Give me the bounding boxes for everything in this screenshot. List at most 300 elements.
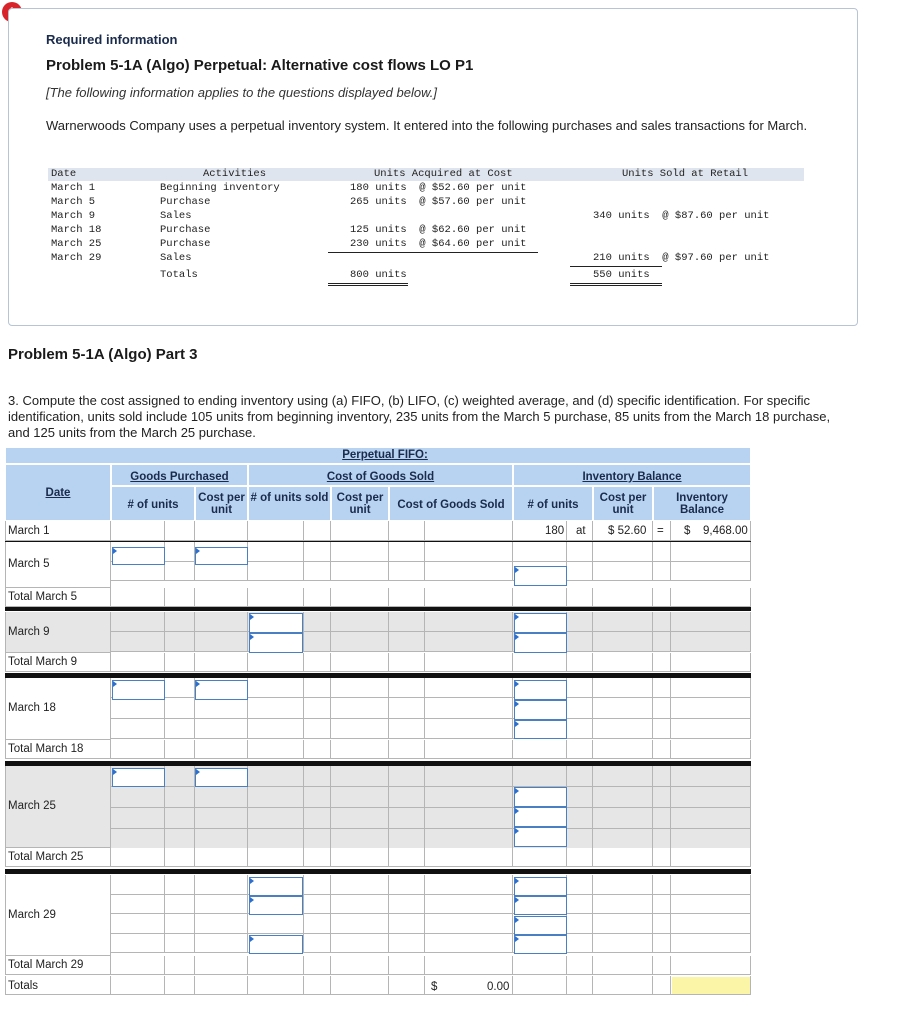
row-acquired: 180 units @ $52.60 per unit xyxy=(350,182,527,194)
mar18-cell xyxy=(389,698,425,718)
ib-units-input[interactable] xyxy=(514,633,567,653)
mar29-cell xyxy=(671,895,751,915)
row-label: March 5 xyxy=(8,558,50,570)
mar29-cell xyxy=(389,875,425,895)
tot5-cell xyxy=(653,588,671,607)
mar29-cell xyxy=(195,895,248,915)
mar5-cell xyxy=(567,542,593,562)
mar25-cell xyxy=(513,766,567,787)
tot29-cell xyxy=(165,956,195,975)
mar25-cell xyxy=(653,808,671,829)
mar29-cell xyxy=(304,914,331,934)
mar25-cell xyxy=(331,829,389,850)
totals-label: Totals xyxy=(160,269,198,281)
mar18-cell xyxy=(671,719,751,739)
mar25-cell xyxy=(567,808,593,829)
mar5-cell xyxy=(389,562,425,582)
mar25-cell xyxy=(331,766,389,787)
mar29-cell xyxy=(653,914,671,934)
gp-cost-input[interactable] xyxy=(195,547,248,565)
row-label: March 1 xyxy=(8,525,50,537)
mar5-cell xyxy=(389,542,425,562)
mar29-cell xyxy=(567,895,593,915)
mar29-cell xyxy=(304,934,331,954)
mar5-cell xyxy=(513,542,567,562)
date-header-label: Date xyxy=(45,487,71,499)
row-date: March 18 xyxy=(51,224,102,236)
row-activity: Beginning inventory xyxy=(160,182,280,194)
mar29-cell xyxy=(304,895,331,915)
mar25-cell xyxy=(304,787,331,808)
row-date: March 9 xyxy=(51,210,96,222)
mar1-cell xyxy=(195,521,248,541)
mar29-cell xyxy=(593,875,653,895)
mar9-cell xyxy=(389,632,425,652)
mar18-cell xyxy=(425,698,513,718)
total-row-label: Total March 25 xyxy=(8,851,84,863)
mar18-cell xyxy=(248,698,304,718)
mar29-cell xyxy=(331,934,389,954)
at-label: at xyxy=(576,525,586,537)
total-acquired: 800 units xyxy=(350,269,407,281)
mar18-cell xyxy=(425,719,513,739)
mar29-cell xyxy=(567,914,593,934)
tot9-cell xyxy=(304,653,331,672)
mar25-cell xyxy=(248,787,304,808)
row-label: March 18 xyxy=(8,702,56,714)
mar25-cell xyxy=(671,787,751,808)
tot29-cell xyxy=(331,956,389,975)
mar5-cell xyxy=(425,562,513,582)
mar25-cell xyxy=(389,766,425,787)
mar29-cell xyxy=(671,934,751,954)
tot29-cell xyxy=(389,956,425,975)
ib-units-input[interactable] xyxy=(514,896,567,915)
gp-units-label: # of units xyxy=(127,499,179,511)
tot5-cell xyxy=(248,588,304,607)
mar5-cell xyxy=(653,562,671,582)
mar29-cell xyxy=(165,875,195,895)
mar1-cell xyxy=(331,521,389,541)
mar18-cell xyxy=(389,719,425,739)
goods-purchased-label: Goods Purchased xyxy=(130,471,229,483)
row-activity: Purchase xyxy=(160,224,211,236)
ib-units-input[interactable] xyxy=(514,916,567,935)
tot18-cell xyxy=(195,740,248,759)
tot5-cell xyxy=(165,588,195,607)
tot5-cell xyxy=(671,588,751,607)
mar9-cell xyxy=(331,632,389,652)
tot18-cell xyxy=(513,740,567,759)
double-underline xyxy=(570,283,662,284)
tot9-cell xyxy=(513,653,567,672)
totals-row-label: Totals xyxy=(8,980,39,992)
mar18-cell xyxy=(331,698,389,718)
mar18-cell xyxy=(425,678,513,698)
totals-cell xyxy=(304,976,331,995)
mar25-cell xyxy=(425,808,513,829)
totals-cell xyxy=(165,976,195,995)
mar25-cell xyxy=(331,808,389,829)
mar29-cell xyxy=(593,914,653,934)
row-date: March 29 xyxy=(51,252,102,264)
totals-cell xyxy=(248,976,304,995)
mar29-cell xyxy=(195,875,248,895)
dollar-sign: $ xyxy=(431,981,438,993)
mar25-cell xyxy=(593,766,653,787)
mar29-cell xyxy=(331,914,389,934)
mar18-cell xyxy=(111,719,165,739)
mar9-cell xyxy=(389,612,425,632)
totals-cell xyxy=(195,976,248,995)
mar9-cell xyxy=(671,612,751,632)
tot29-cell xyxy=(653,956,671,975)
part-title: Problem 5-1A (Algo) Part 3 xyxy=(8,346,198,363)
mar18-cell xyxy=(165,719,195,739)
tot25-cell xyxy=(195,848,248,867)
tot5-cell xyxy=(331,588,389,607)
mar29-cell xyxy=(567,934,593,954)
fifo-title: Perpetual FIFO: xyxy=(342,449,428,461)
tot9-cell xyxy=(425,653,513,672)
mar9-cell xyxy=(195,612,248,632)
total-row-label: Total March 29 xyxy=(8,959,84,971)
mar25-cell xyxy=(165,829,195,850)
mar29-cell xyxy=(195,914,248,934)
cogs-units-label: # of units sold xyxy=(250,492,329,504)
gp-cost-input[interactable] xyxy=(195,680,248,700)
mar25-cell xyxy=(248,808,304,829)
mar5-cell xyxy=(671,562,751,582)
mar18-cell xyxy=(304,678,331,698)
tot29-cell xyxy=(567,956,593,975)
tot18-cell xyxy=(567,740,593,759)
mar25-cell xyxy=(389,787,425,808)
totals-cell xyxy=(653,976,671,995)
mar5-cell xyxy=(593,542,653,562)
tot25-cell xyxy=(331,848,389,867)
tot25-cell xyxy=(248,848,304,867)
mar18-cell xyxy=(593,698,653,718)
row-activity: Purchase xyxy=(160,196,211,208)
row-label: March 9 xyxy=(8,625,50,638)
tot25-cell xyxy=(653,848,671,867)
total-row-label: Total March 9 xyxy=(8,656,78,668)
tot5-cell xyxy=(304,588,331,607)
mar25-cell xyxy=(165,787,195,808)
problem-title: Problem 5-1A (Algo) Perpetual: Alternative cost flows LO P1 xyxy=(46,57,474,74)
tot25-cell xyxy=(111,848,165,867)
tot9-cell xyxy=(111,653,165,672)
tot25-cell xyxy=(389,848,425,867)
total-cogs-value: 0.00 xyxy=(487,981,510,993)
tot9-cell xyxy=(165,653,195,672)
mar9-cell xyxy=(111,632,165,652)
totals-cell xyxy=(593,976,653,995)
mar29-cell xyxy=(111,875,165,895)
mar5-cell xyxy=(567,562,593,582)
total-row-label: Total March 5 xyxy=(8,591,78,603)
tot9-cell xyxy=(671,653,751,672)
mar29-cell xyxy=(248,914,304,934)
mar25-cell xyxy=(111,829,165,850)
mar25-cell xyxy=(425,787,513,808)
mar29-cell xyxy=(653,934,671,954)
mar25-cell xyxy=(653,766,671,787)
col-date-header: Date xyxy=(51,168,77,180)
ib-units-input[interactable] xyxy=(514,827,567,847)
mar9-cell xyxy=(567,612,593,632)
row-acquired: 265 units @ $57.60 per unit xyxy=(350,196,527,208)
ib-units-label: # of units xyxy=(527,499,579,511)
mar25-cell xyxy=(111,787,165,808)
mar25-cell xyxy=(389,829,425,850)
required-info-panel xyxy=(8,8,858,326)
mar9-cell xyxy=(671,632,751,652)
tot18-cell xyxy=(425,740,513,759)
mar29-cell xyxy=(165,914,195,934)
mar25-cell xyxy=(671,808,751,829)
mar25-cell xyxy=(304,829,331,850)
tot25-cell xyxy=(513,848,567,867)
mar5-cell xyxy=(331,542,389,562)
totals-cell xyxy=(567,976,593,995)
cogs-total-label: Cost of Goods Sold xyxy=(397,499,505,511)
cogs-units-input[interactable] xyxy=(249,633,303,653)
mar18-cell xyxy=(248,719,304,739)
tot29-cell xyxy=(304,956,331,975)
tot5-cell xyxy=(425,588,513,607)
row-label: March 29 xyxy=(8,908,56,921)
tot25-cell xyxy=(593,848,653,867)
ib-units-input[interactable] xyxy=(514,787,567,807)
mar18-cell xyxy=(331,678,389,698)
mar18-cell xyxy=(165,698,195,718)
mar18-cell xyxy=(111,698,165,718)
mar18-cell xyxy=(304,719,331,739)
mar25-cell xyxy=(195,808,248,829)
mar18-cell xyxy=(671,678,751,698)
tot18-cell xyxy=(165,740,195,759)
double-underline xyxy=(328,285,408,286)
mar9-cell xyxy=(593,632,653,652)
mar5-cell xyxy=(653,542,671,562)
mar9-cell xyxy=(567,632,593,652)
underline xyxy=(328,252,538,253)
tot9-cell xyxy=(331,653,389,672)
mar18-cell xyxy=(567,719,593,739)
tot25-cell xyxy=(567,848,593,867)
mar1-cell xyxy=(111,521,165,541)
mar29-cell xyxy=(165,934,195,954)
mar25-cell xyxy=(165,766,195,787)
mar9-cell xyxy=(195,632,248,652)
mar29-cell xyxy=(567,875,593,895)
tot18-cell xyxy=(111,740,165,759)
mar18-cell xyxy=(165,678,195,698)
ib-units-input[interactable] xyxy=(514,720,567,739)
mar25-cell xyxy=(671,766,751,787)
row-activity: Sales xyxy=(160,210,192,222)
mar5-cell xyxy=(593,562,653,582)
mar9-cell xyxy=(165,612,195,632)
question-text: 3. Compute the cost assigned to ending inventory using (a) FIFO, (b) LIFO, (c) weighted average, and (d) specific identification. For specific identification, units sold include 105 units from beginning inventory, 235 units from the March 5 purchase, 85 units from the March 18 purchase, and 125 units from the March 25 purchase. xyxy=(8,393,831,440)
gp-units-input[interactable] xyxy=(112,547,165,565)
mar18-cell xyxy=(304,698,331,718)
mar25-cell xyxy=(425,766,513,787)
mar25-cell xyxy=(593,787,653,808)
mar5-cell xyxy=(304,542,331,562)
tot5-cell xyxy=(593,588,653,607)
mar29-cell xyxy=(425,895,513,915)
row-acquired: 125 units @ $62.60 per unit xyxy=(350,224,527,236)
mar29-cell xyxy=(389,934,425,954)
tot18-cell xyxy=(248,740,304,759)
mar5-cell xyxy=(165,542,195,562)
mar5-cell xyxy=(248,542,304,562)
mar29-cell xyxy=(331,875,389,895)
tot5-cell xyxy=(111,588,165,607)
tot9-cell xyxy=(593,653,653,672)
tot18-cell xyxy=(671,740,751,759)
cogs-label: Cost of Goods Sold xyxy=(326,471,435,483)
ib-balance-label: Inventory Balance xyxy=(676,492,728,516)
mar29-cell xyxy=(653,895,671,915)
mar29-cell xyxy=(165,895,195,915)
tot25-cell xyxy=(425,848,513,867)
gp-units-input[interactable] xyxy=(112,680,165,700)
row-activity: Purchase xyxy=(160,238,211,250)
mar25-cell xyxy=(331,787,389,808)
col-activities-header: Activities xyxy=(203,168,267,180)
mar18-cell xyxy=(195,698,248,718)
cogs-units-input[interactable] xyxy=(249,613,303,633)
cogs-units-input[interactable] xyxy=(249,935,303,954)
mar25-cell xyxy=(593,829,653,850)
mar25-cell xyxy=(653,829,671,850)
mar29-cell xyxy=(111,895,165,915)
mar29-cell xyxy=(671,914,751,934)
mar18-cell xyxy=(593,719,653,739)
tot18-cell xyxy=(304,740,331,759)
mar29-cell xyxy=(425,934,513,954)
mar29-cell xyxy=(593,895,653,915)
totals-cell xyxy=(389,976,425,995)
mar5-cell xyxy=(248,562,304,582)
tot29-cell xyxy=(593,956,653,975)
mar5-cell xyxy=(165,562,195,582)
mar5-cell xyxy=(304,562,331,582)
cogs-units-input[interactable] xyxy=(249,877,303,896)
mar18-cell xyxy=(653,678,671,698)
mar5-cell xyxy=(671,542,751,562)
mar18-cell xyxy=(671,698,751,718)
ib-units-input[interactable] xyxy=(514,807,567,827)
gp-cost-input[interactable] xyxy=(195,768,248,787)
mar9-cell xyxy=(165,632,195,652)
ib-units-input[interactable] xyxy=(514,566,567,586)
totals-cell xyxy=(331,976,389,995)
gp-units-input[interactable] xyxy=(112,768,165,787)
mar9-cell xyxy=(331,612,389,632)
mar18-cell xyxy=(248,678,304,698)
cogs-units-input[interactable] xyxy=(249,896,303,915)
inv-balance-label: Inventory Balance xyxy=(582,471,682,483)
mar25-cell xyxy=(195,829,248,850)
mar29-cell xyxy=(671,875,751,895)
col-sold-header: Units Sold at Retail xyxy=(622,168,749,180)
mar25-cell xyxy=(165,808,195,829)
problem-intro: Warnerwoods Company uses a perpetual inventory system. It entered into the following purchases and sales transactions for March. xyxy=(46,118,808,133)
row-label: March 25 xyxy=(8,800,56,812)
mar29-cell xyxy=(195,934,248,954)
gp-cost-label: Cost per unit xyxy=(198,492,245,516)
tot29-cell xyxy=(425,956,513,975)
tot18-cell xyxy=(389,740,425,759)
mar29-cell xyxy=(593,934,653,954)
tot18-cell xyxy=(653,740,671,759)
tot25-cell xyxy=(304,848,331,867)
row-date: March 1 xyxy=(51,182,96,194)
mar9-cell xyxy=(304,612,331,632)
mar25-cell xyxy=(304,808,331,829)
mar9-cell xyxy=(425,612,513,632)
tot5-cell xyxy=(389,588,425,607)
row-sold: 210 units @ $97.60 per unit xyxy=(593,252,770,264)
ib-cost-label: Cost per unit xyxy=(599,492,647,516)
problem-note: [The following information applies to the questions displayed below.] xyxy=(46,85,437,100)
mar25-cell xyxy=(248,766,304,787)
total-row-label: Total March 18 xyxy=(8,743,84,755)
mar29-cell xyxy=(389,914,425,934)
row-acquired: 230 units @ $64.60 per unit xyxy=(350,238,527,250)
tot29-cell xyxy=(248,956,304,975)
mar25-cell xyxy=(195,787,248,808)
mar1-cell xyxy=(389,521,425,541)
row-sold: 340 units @ $87.60 per unit xyxy=(593,210,770,222)
mar18-cell xyxy=(653,698,671,718)
tot18-cell xyxy=(593,740,653,759)
totals-cell xyxy=(513,976,567,995)
tot25-cell xyxy=(671,848,751,867)
tot29-cell xyxy=(513,956,567,975)
mar29-cell xyxy=(653,875,671,895)
mar25-cell xyxy=(389,808,425,829)
tot29-cell xyxy=(671,956,751,975)
ib-units-input[interactable] xyxy=(514,700,567,720)
tot9-cell xyxy=(248,653,304,672)
ib-units-input[interactable] xyxy=(514,680,567,700)
mar18-cell xyxy=(653,719,671,739)
mar25-cell xyxy=(567,829,593,850)
ib-units-input[interactable] xyxy=(514,877,567,896)
mar1-cell xyxy=(304,521,331,541)
mar9-cell xyxy=(111,612,165,632)
mar18-cell xyxy=(567,698,593,718)
ib-units-input[interactable] xyxy=(514,935,567,954)
mar5-cell xyxy=(425,542,513,562)
double-underline xyxy=(328,283,408,284)
mar29-cell xyxy=(425,875,513,895)
ending-inventory-input[interactable] xyxy=(672,977,750,994)
ib-units-input[interactable] xyxy=(514,613,567,633)
cogs-cost-label: Cost per unit xyxy=(336,492,384,516)
mar18-cell xyxy=(567,678,593,698)
mar25-cell xyxy=(653,787,671,808)
underline xyxy=(570,266,662,267)
equals-sign: = xyxy=(657,525,664,537)
mar18-cell xyxy=(389,678,425,698)
